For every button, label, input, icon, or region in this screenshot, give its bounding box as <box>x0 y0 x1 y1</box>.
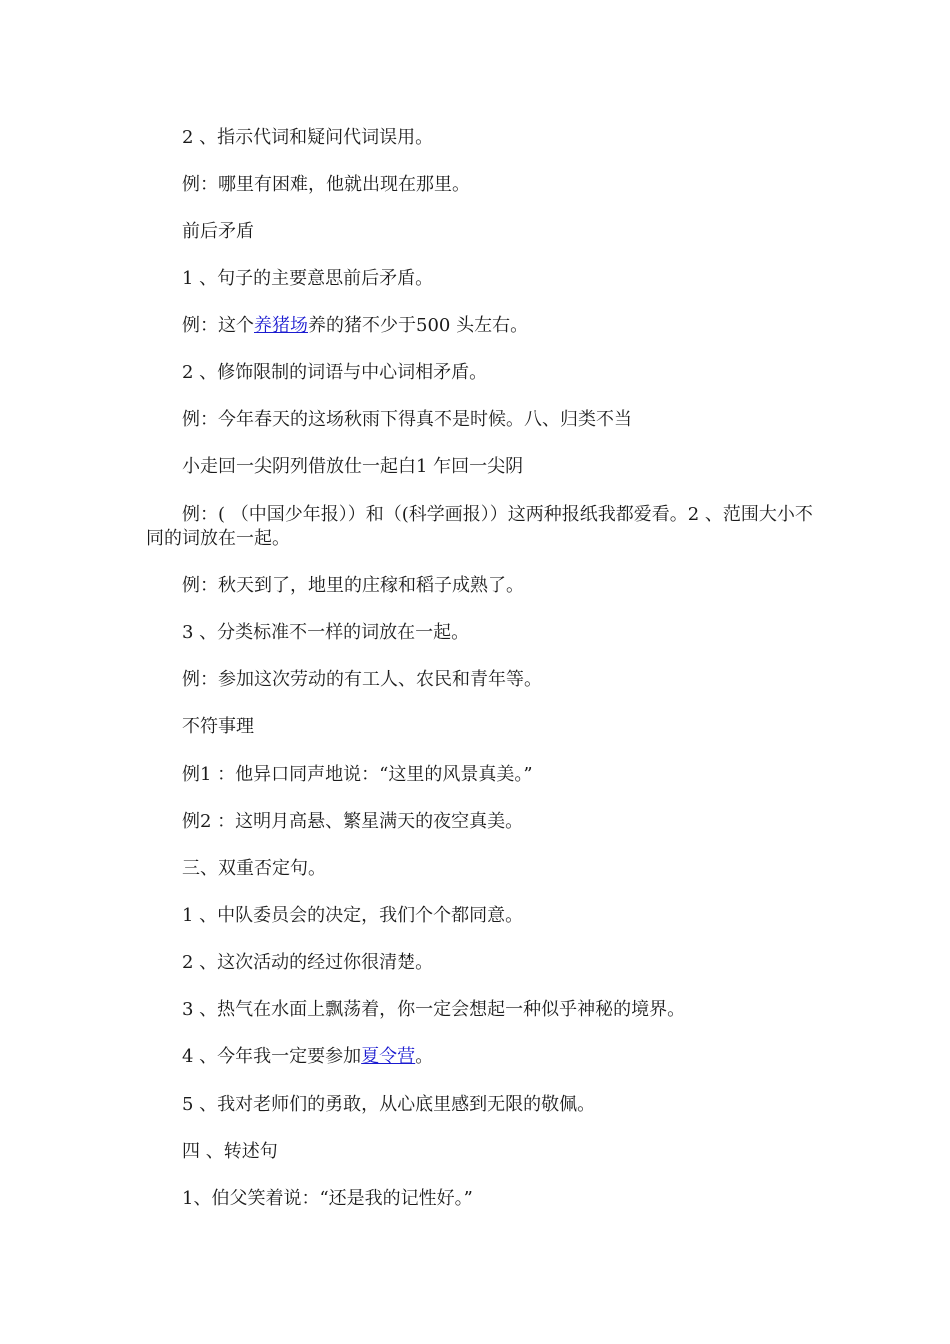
paragraph: 1 、中队委员会的决定，我们个个都同意。 <box>182 905 524 926</box>
section-heading: 三、双重否定句。 <box>182 858 326 879</box>
section-heading: 四 、转述句 <box>182 1141 278 1162</box>
section-heading: 前后矛盾 <box>182 221 254 242</box>
paragraph: 3 、热气在水面上飘荡着，你一定会想起一种似乎神秘的境界。 <box>182 999 686 1020</box>
paragraph: 5 、我对老师们的勇敢，从心底里感到无限的敬佩。 <box>182 1094 596 1115</box>
paragraph: 1 、句子的主要意思前后矛盾。 <box>182 268 434 289</box>
text-segment: 。 <box>415 1046 434 1067</box>
paragraph: 例1 ：他异口同声地说：“这里的风景真美。” <box>182 764 533 785</box>
paragraph: 例2 ：这明月高悬、繁星满天的夜空真美。 <box>182 811 524 832</box>
paragraph <box>146 314 816 338</box>
text-segment: 4 、今年我一定要参加 <box>182 1046 362 1067</box>
paragraph: 例：( （中国少年报））和（(科学画报））这两种报纸我都爱看。2 、范围大小不同的词放在一起。 <box>146 504 813 549</box>
paragraph: 2 、修饰限制的词语与中心词相矛盾。 <box>182 362 488 383</box>
paragraph: 2 、指示代词和疑问代词误用。 <box>182 127 434 148</box>
text-segment: 养的猪不少于500 头左右。 <box>308 315 529 336</box>
paragraph <box>146 1045 816 1069</box>
text-segment: 例：这个 <box>182 315 254 336</box>
paragraph: 例：参加这次劳动的有工人、农民和青年等。 <box>182 669 542 690</box>
paragraph: 例：秋天到了，地里的庄稼和稻子成熟了。 <box>182 575 524 596</box>
hyperlink-pig-farm[interactable]: 养猪场 <box>254 315 308 336</box>
paragraph: 3 、分类标准不一样的词放在一起。 <box>182 622 470 643</box>
section-heading: 不符事理 <box>182 716 254 737</box>
paragraph: 例：哪里有困难，他就出现在那里。 <box>182 174 470 195</box>
paragraph: 2 、这次活动的经过你很清楚。 <box>182 952 434 973</box>
paragraph: 小走回一尖阴列借放仕一起白1 乍回一尖阴 <box>182 456 524 477</box>
hyperlink-summer-camp[interactable]: 夏令营 <box>361 1046 416 1067</box>
paragraph: 例：今年春天的这场秋雨下得真不是时候。八、归类不当 <box>182 409 632 430</box>
paragraph: 1、伯父笑着说：“还是我的记性好。” <box>182 1188 473 1209</box>
